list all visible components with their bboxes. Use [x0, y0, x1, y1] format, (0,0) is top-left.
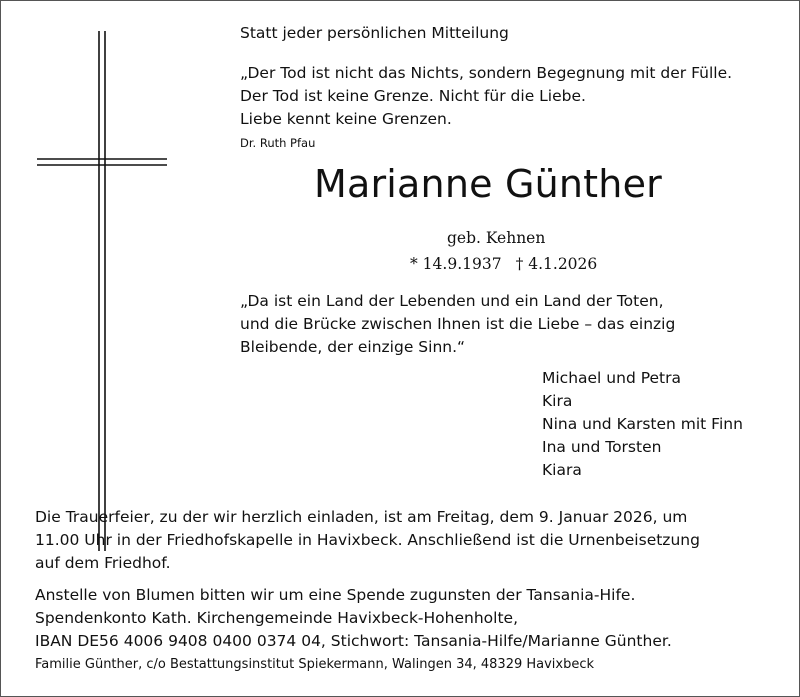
- quote-bottom-line: Bleibende, der einzige Sinn.“: [240, 338, 466, 356]
- death-date: † 4.1.2026: [515, 255, 598, 273]
- cross-icon: [37, 31, 167, 551]
- footer-contact: Familie Günther, c/o Bestattungsinstitut Spiekermann, Walingen 34, 48329 Havixbeck: [35, 657, 595, 672]
- mourners-list: [542, 367, 743, 482]
- donation-info-line: Spendenkonto Kath. Kirchengemeinde Havixbeck-Hohenholte,: [35, 609, 518, 627]
- funeral-info-line: auf dem Friedhof.: [35, 554, 171, 572]
- deceased-name: Marianne Günther: [314, 162, 662, 206]
- intro-line: Statt jeder persönlichen Mitteilung: [240, 24, 509, 42]
- mourner-entry: Michael und Petra: [542, 369, 681, 387]
- maiden-name: geb. Kehnen: [447, 229, 546, 247]
- mourner-entry: Nina und Karsten mit Finn: [542, 415, 743, 433]
- donation-info-line: Anstelle von Blumen bitten wir um eine Spende zugunsten der Tansania-Hife.: [35, 586, 636, 604]
- quote-bottom-line: und die Brücke zwischen Ihnen ist die Liebe – das einzig: [240, 315, 676, 333]
- donation-info-line: IBAN DE56 4006 9408 0400 0374 04, Stichwort: Tansania-Hilfe/Marianne Günther.: [35, 632, 672, 650]
- mourner-entry: Ina und Torsten: [542, 438, 662, 456]
- quote-bottom-line: „Da ist ein Land der Lebenden und ein Land der Toten,: [240, 292, 664, 310]
- donation-info: [35, 584, 672, 653]
- mourner-entry: Kira: [542, 392, 573, 410]
- quote-top-line: Liebe kennt keine Grenzen.: [240, 110, 452, 128]
- life-dates: [410, 255, 597, 273]
- birth-date: * 14.9.1937: [410, 255, 502, 273]
- funeral-info: [35, 506, 700, 575]
- mourner-entry: Kiara: [542, 461, 582, 479]
- quote-top-line: Der Tod ist keine Grenze. Nicht für die Liebe.: [240, 87, 586, 105]
- quote-top: [240, 62, 732, 131]
- quote-author: Dr. Ruth Pfau: [240, 136, 316, 150]
- quote-top-line: „Der Tod ist nicht das Nichts, sondern Begegnung mit der Fülle.: [240, 64, 733, 82]
- funeral-info-line: Die Trauerfeier, zu der wir herzlich einladen, ist am Freitag, dem 9. Januar 2026, um: [35, 508, 688, 526]
- funeral-info-line: 11.00 Uhr in der Friedhofskapelle in Havixbeck. Anschließend ist die Urnenbeisetzung: [35, 531, 700, 549]
- quote-bottom: [240, 290, 675, 359]
